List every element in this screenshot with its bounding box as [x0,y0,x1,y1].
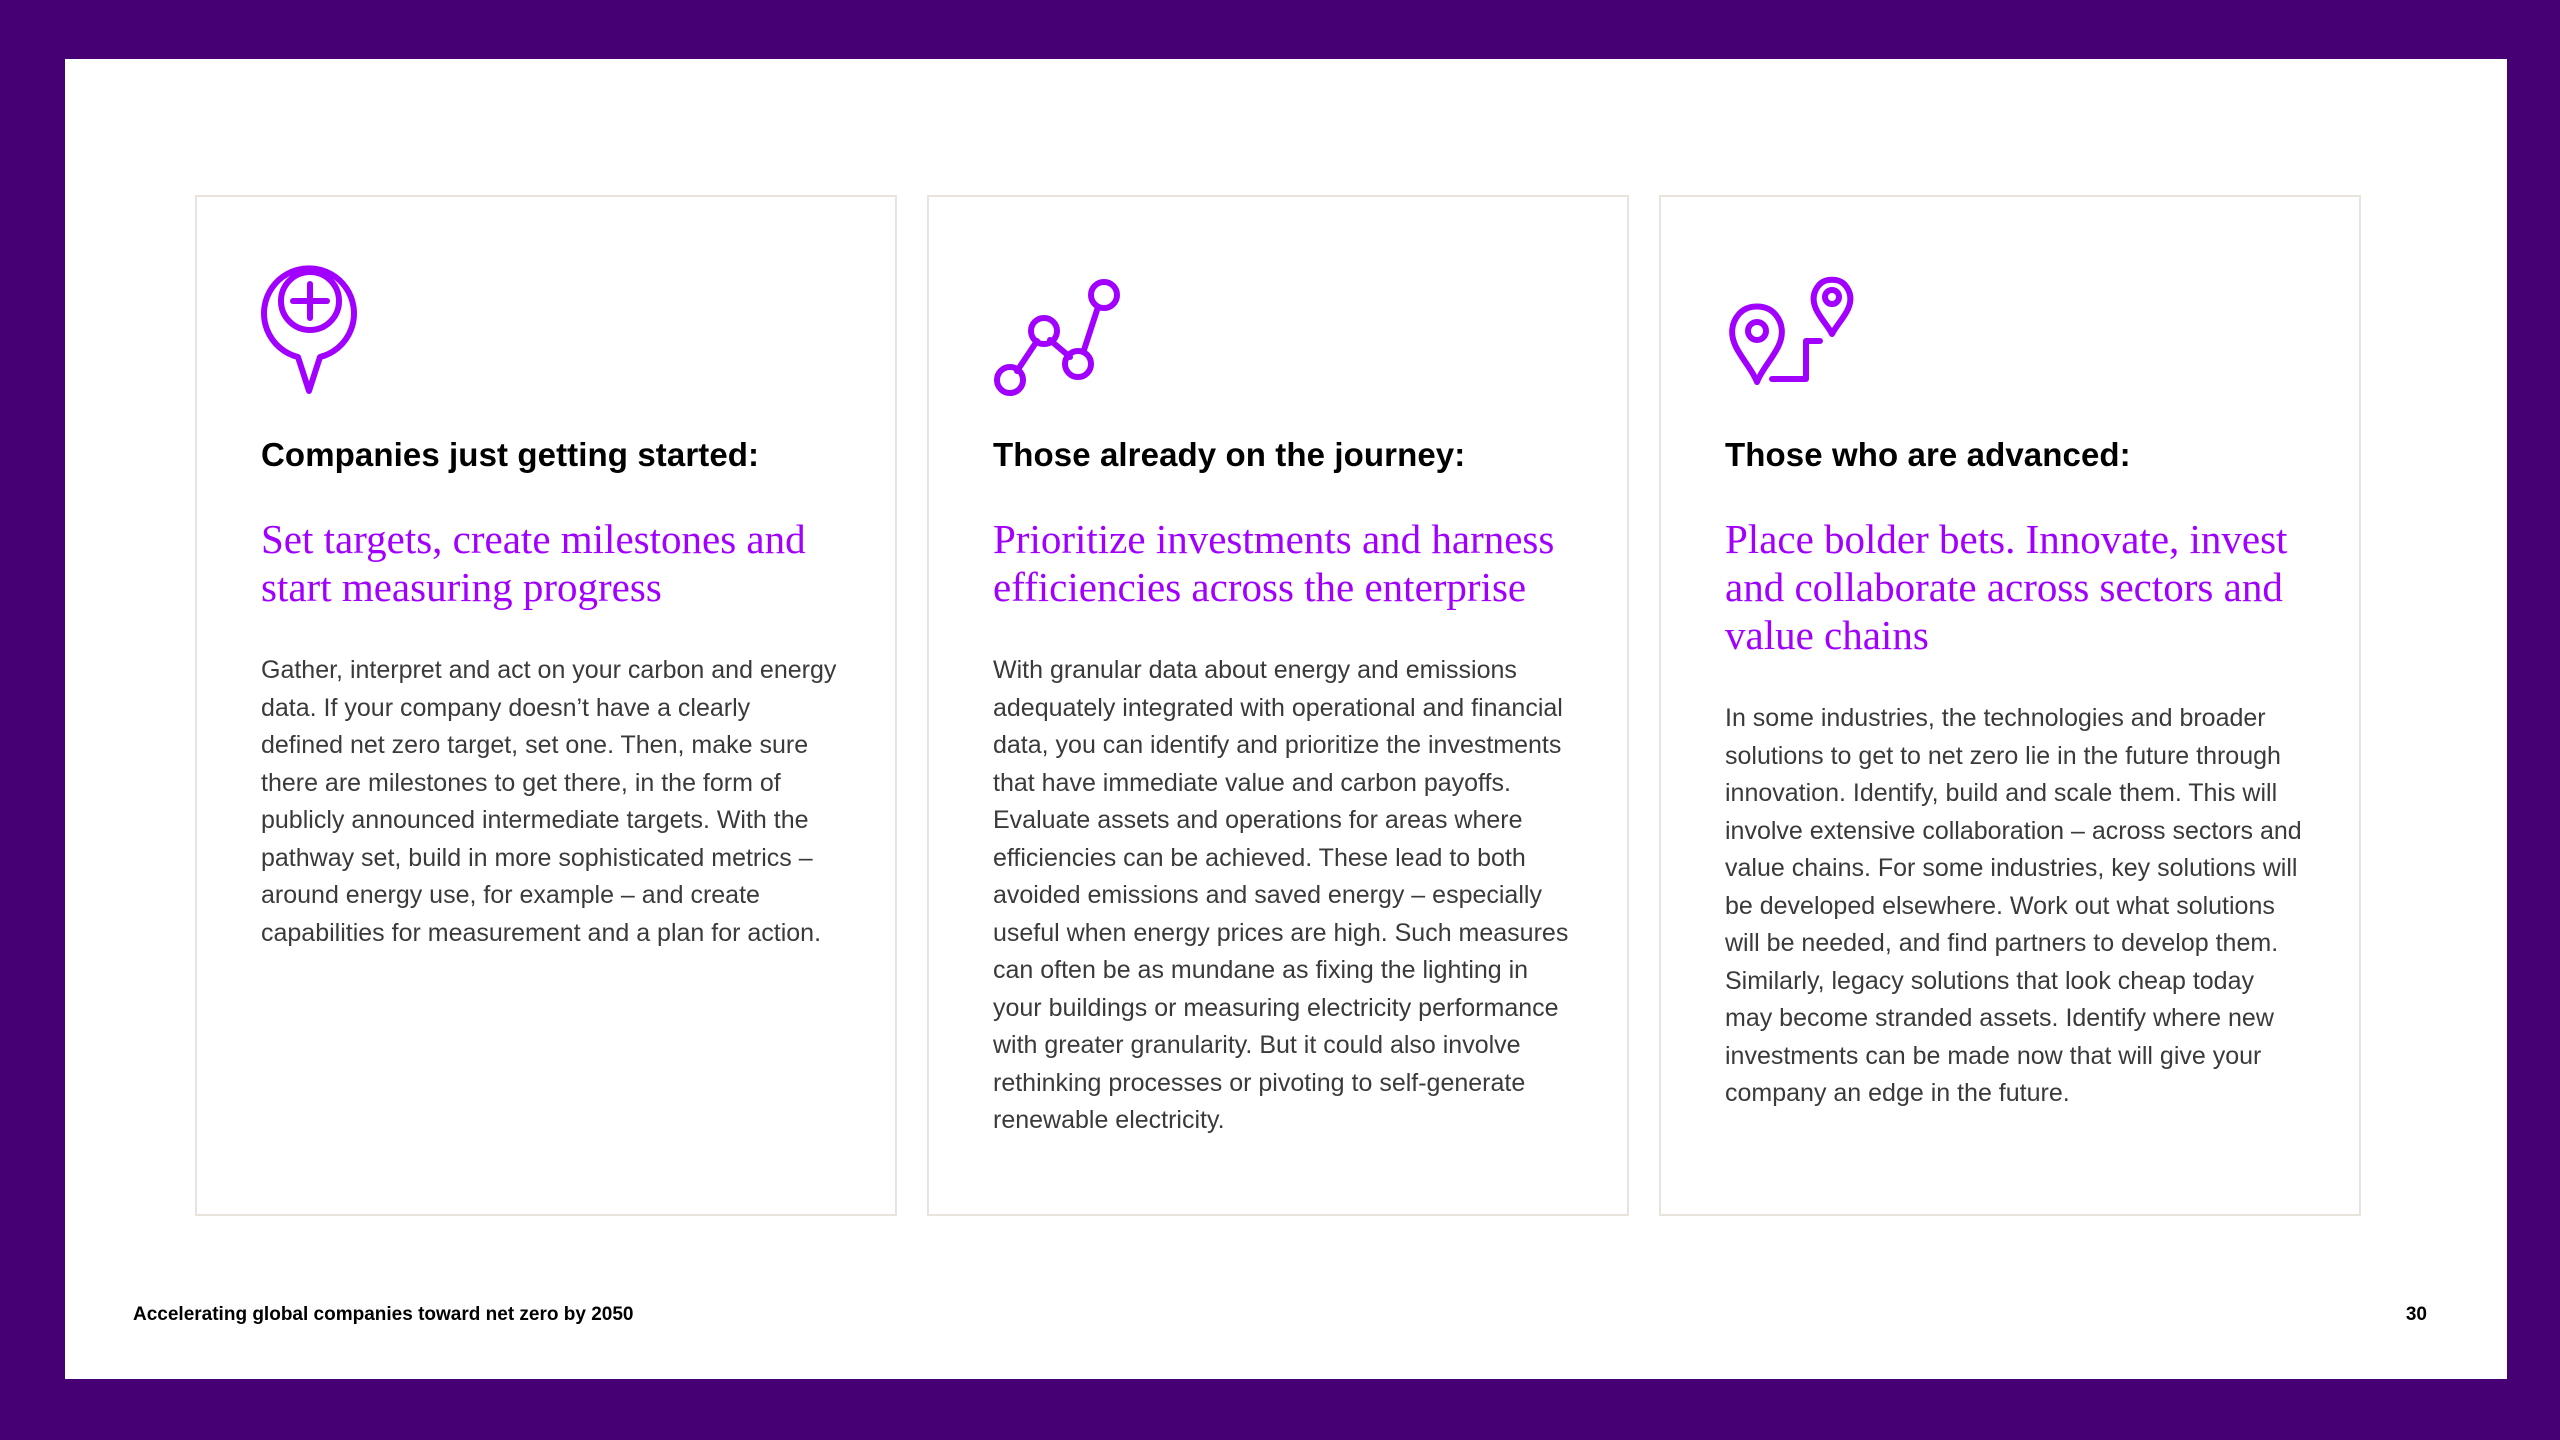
card-heading: Those who are advanced: [1725,436,2131,473]
card-advanced [1659,195,2361,1216]
card-on-the-journey [927,195,1629,1216]
report-page [65,59,2507,1379]
location-pin-plus-icon [260,253,420,393]
route-pins-icon [1724,253,1884,393]
line-graph-icon [992,253,1152,393]
card-subheading: Prioritize investments and harness efficiencies across the enterprise [993,516,1555,610]
footer-report-title: Accelerating global companies toward net zero by 2050 [133,1304,634,1325]
card-getting-started [195,195,897,1216]
card-body-text: In some industries, the technologies and broader solutions to get to net zero lie in the future through innovation. Identify, build and scale them. This will involve extensive collaboration – across sectors and value chains. For some industries, key solutions will be developed elsewhere. Work out what solutions will be needed, and find partners to develop them. Similarly, legacy solutions that look cheap today may become stranded assets. Identify where new investments can be made now that will give your company an edge in the future. [1725,704,2302,1107]
page-number: 30 [2405,1304,2427,1325]
card-subheading: Place bolder bets. Innovate, invest and collaborate across sectors and value chains [1725,516,2288,658]
card-subheading: Set targets, create milestones and start measuring progress [261,516,806,610]
card-body-text: With granular data about energy and emissions adequately integrated with operational and financial data, you can identify and prioritize the investments that have immediate value and carbon payoffs. Evaluate assets and operations for areas where efficiencies can be achieved. These lead to both avoided emissions and saved energy – especially useful when energy prices are high. Such measures can often be as mundane as fixing the lighting in your buildings or measuring electricity performance with greater granularity. But it could also involve rethinking processes or pivoting to self-generate renewable electricity. [993,656,1569,1134]
card-heading: Those already on the journey: [993,436,1466,473]
card-body-text: Gather, interpret and act on your carbon and energy data. If your company doesn’t have a clearly defined net zero target, set one. Then, make sure there are milestones to get there, in the form of publicly announced intermediate targets. With the pathway set, build in more sophisticated metrics – around energy use, for example – and create capabilities for measurement and a plan for action. [261,656,837,947]
card-heading: Companies just getting started: [261,436,760,473]
